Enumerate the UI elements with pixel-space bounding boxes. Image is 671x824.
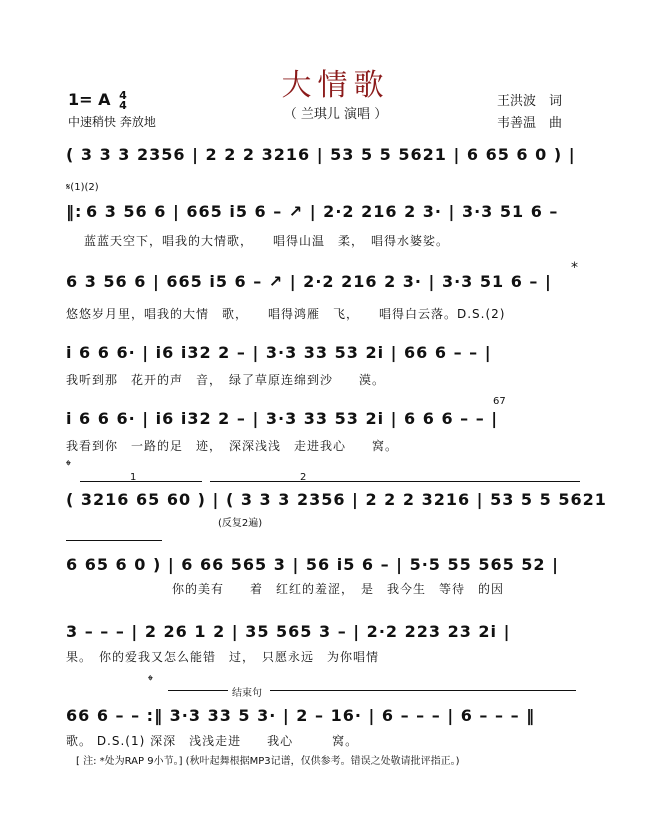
score-row-8-notes: 66 6 – – :‖ 3·3 33 5 3· | 2 – 16· | 6 – – – | 6 – – – ‖ [66, 706, 536, 725]
tempo-marking: 中速稍快 奔放地 [68, 115, 156, 129]
coda-label: 结束句 [232, 688, 262, 699]
intro-notes: ( 3 3 3 2356 | 2 2 2 3216 | 53 5 5 5621 | 6 65 6 0 ) | [66, 145, 576, 164]
score-row-6-lyrics: 你的美有 着 红红的羞涩， 是 我今生 等待 的因 [172, 582, 505, 596]
coda-bracket-right [270, 690, 576, 691]
coda-mark-1: 𝄌 [66, 458, 71, 474]
score-row-1-notes: 6 3 56 6 | 665 i5 6 – ↗ | 2·2 216 2 3· | 3·3 51 6 – [86, 202, 559, 221]
rap-star-mark: * [571, 260, 578, 276]
coda-mark-2: 𝄌 [148, 673, 153, 689]
score-row-5-notes: ( 3216 65 60 ) | ( 3 3 3 2356 | 2 2 2 3216 | 53 5 5 5621 [66, 490, 607, 509]
score-row-1-lyrics: 蓝蓝天空下，唱我的大情歌， 唱得山温 柔， 唱得水婆娑。 [84, 234, 450, 248]
time-sig-top: 4 [119, 88, 127, 102]
ending-1-label: 1 [130, 472, 137, 483]
score-row-7-notes: 3 – – – | 2 26 1 2 | 35 565 3 – | 2·2 223 23 2i | [66, 622, 511, 641]
coda-bracket-left [168, 690, 228, 691]
score-row-8-lyrics: 歌。 D.S.(1) 深深 浅浅走进 我心 窝。 [66, 734, 359, 748]
ending-2-label: 2 [300, 472, 307, 483]
score-row-4-notes: i 6 6 6· | i6 i32 2 – | 3·3 33 53 2i | 6 6 6 – – | [66, 409, 499, 428]
ending-2-bracket [210, 481, 580, 482]
score-row-2-notes: 6 3 56 6 | 665 i5 6 – ↗ | 2·2 216 2 3· | 3·3 51 6 – | [66, 272, 552, 291]
song-title: 大情歌 [281, 68, 390, 103]
ending-continuation-line [66, 540, 162, 541]
key-prefix: 1= A [68, 90, 111, 109]
score-row-3-lyrics: 我听到那 花开的声 音， 绿了草原连绵到沙 漠。 [66, 373, 386, 387]
score-row-7-lyrics: 果。 你的爱我又怎么能错 过， 只愿永远 为你唱情 [66, 650, 380, 664]
grace-note: 67 [493, 396, 506, 407]
score-row-2-lyrics: 悠悠岁月里，唱我的大情 歌， 唱得鸿雁 飞， 唱得白云落。D.S.(2) [66, 307, 506, 321]
score-row-4-lyrics: 我看到你 一路的足 迹， 深深浅浅 走进我心 窝。 [66, 439, 399, 453]
repeat-start: ‖: [66, 202, 83, 221]
time-sig-bottom: 4 [119, 98, 127, 112]
ending-1-bracket [80, 481, 202, 482]
footnote: [ 注: *处为RAP 9小节。] (秋叶起舞根据MP3记谱，仅供参考。错误之处敬请批评指正。) [76, 756, 460, 767]
score-row-3-notes: i 6 6 6· | i6 i32 2 – | 3·3 33 53 2i | 66 6 – – | [66, 343, 492, 362]
performer-subtitle: （ 兰琪儿 演唱 ） [283, 107, 388, 122]
lyricist-credit: 王洪波 词 [497, 94, 563, 109]
score-row-6-notes: 6 65 6 0 ) | 6 66 565 3 | 56 i5 6 – | 5·5 55 565 52 | [66, 555, 559, 574]
segno-mark: 𝄋(1)(2) [66, 182, 99, 193]
repeat-note: (反复2遍) [218, 518, 263, 529]
key-signature [68, 90, 127, 111]
composer-credit: 韦善温 曲 [497, 116, 563, 131]
